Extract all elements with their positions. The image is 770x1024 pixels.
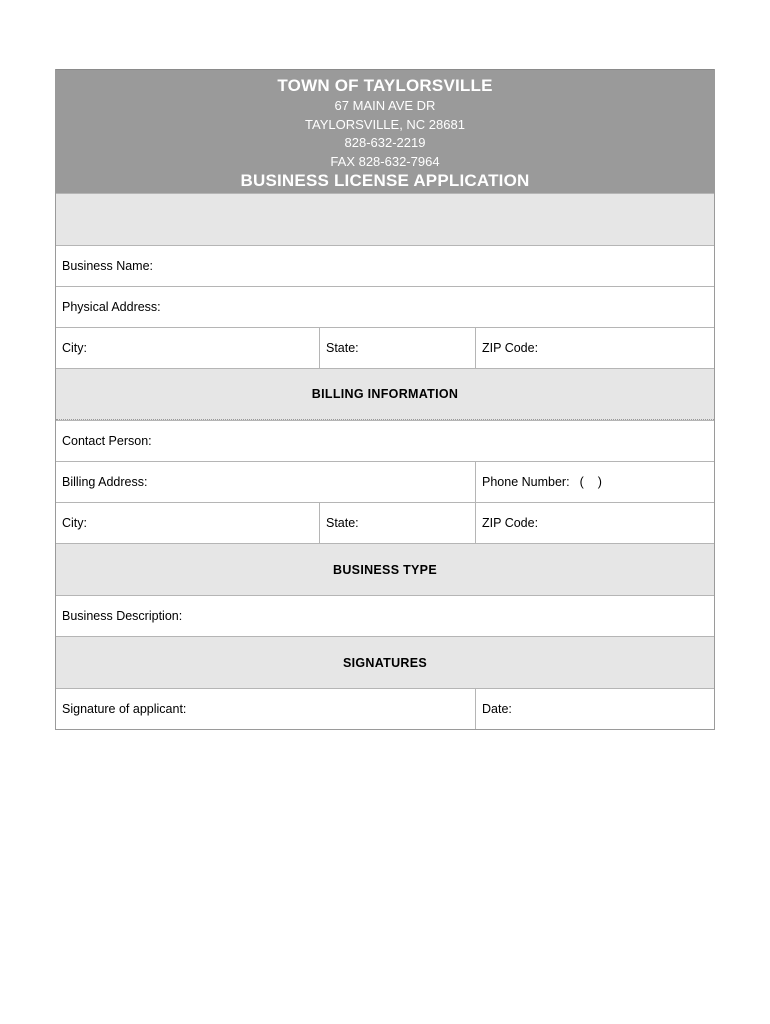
address-line-2: TAYLORSVILLE, NC 28681 — [305, 117, 465, 132]
business-state-label: State: — [326, 341, 359, 355]
contact-person-row — [56, 420, 714, 461]
phone-area-close-paren: ) — [597, 475, 602, 489]
billing-address-label: Billing Address: — [62, 475, 148, 489]
signature-date-field[interactable] — [475, 689, 714, 729]
billing-city-label: City: — [62, 516, 87, 530]
town-name: TOWN OF TAYLORSVILLE — [277, 76, 493, 95]
business-description-field[interactable] — [56, 596, 714, 636]
business-name-row — [56, 245, 714, 286]
contact-person-field[interactable] — [56, 421, 714, 461]
blank-band — [56, 193, 714, 245]
business-zip-label: ZIP Code: — [482, 341, 539, 355]
applicant-signature-field[interactable] — [56, 689, 475, 729]
phone-area-open-paren: ( — [579, 475, 584, 489]
business-city-label: City: — [62, 341, 87, 355]
business-name-field[interactable] — [56, 246, 714, 286]
business-type-section-header — [56, 543, 714, 595]
billing-zip-field[interactable] — [475, 503, 714, 543]
signatures-section-title: SIGNATURES — [342, 655, 428, 670]
billing-phone-field[interactable] — [475, 462, 714, 502]
physical-address-label: Physical Address: — [62, 300, 161, 314]
business-zip-field[interactable] — [475, 328, 714, 368]
applicant-signature-label: Signature of applicant: — [62, 702, 187, 716]
billing-section-header — [56, 368, 714, 420]
signature-date-label: Date: — [482, 702, 512, 716]
business-description-row — [56, 595, 714, 636]
billing-zip-label: ZIP Code: — [482, 516, 539, 530]
business-description-label: Business Description: — [62, 609, 183, 623]
signature-date-row — [56, 688, 714, 729]
physical-address-row — [56, 286, 714, 327]
business-name-label: Business Name: — [62, 259, 154, 273]
form-title: BUSINESS LICENSE APPLICATION — [240, 171, 530, 190]
business-city-field[interactable] — [56, 328, 319, 368]
fax-number: FAX 828-632-7964 — [330, 154, 440, 169]
address-line-1: 67 MAIN AVE DR — [334, 98, 436, 113]
business-city-state-zip-row — [56, 327, 714, 368]
billing-address-field[interactable] — [56, 462, 475, 502]
physical-address-field[interactable] — [56, 287, 714, 327]
billing-section-title: BILLING INFORMATION — [311, 387, 459, 401]
business-type-section-title: BUSINESS TYPE — [333, 562, 437, 577]
billing-phone-label: Phone Number: — [482, 475, 570, 489]
business-state-field[interactable] — [319, 328, 475, 368]
phone-number: 828-632-2219 — [344, 135, 426, 150]
billing-state-field[interactable] — [319, 503, 475, 543]
billing-city-field[interactable] — [56, 503, 319, 543]
form-header — [56, 69, 714, 193]
billing-address-phone-row — [56, 461, 714, 502]
billing-state-label: State: — [326, 516, 359, 530]
billing-city-state-zip-row — [56, 502, 714, 543]
signatures-section-header — [56, 636, 714, 688]
business-license-form — [55, 69, 715, 730]
contact-person-label: Contact Person: — [62, 434, 152, 448]
